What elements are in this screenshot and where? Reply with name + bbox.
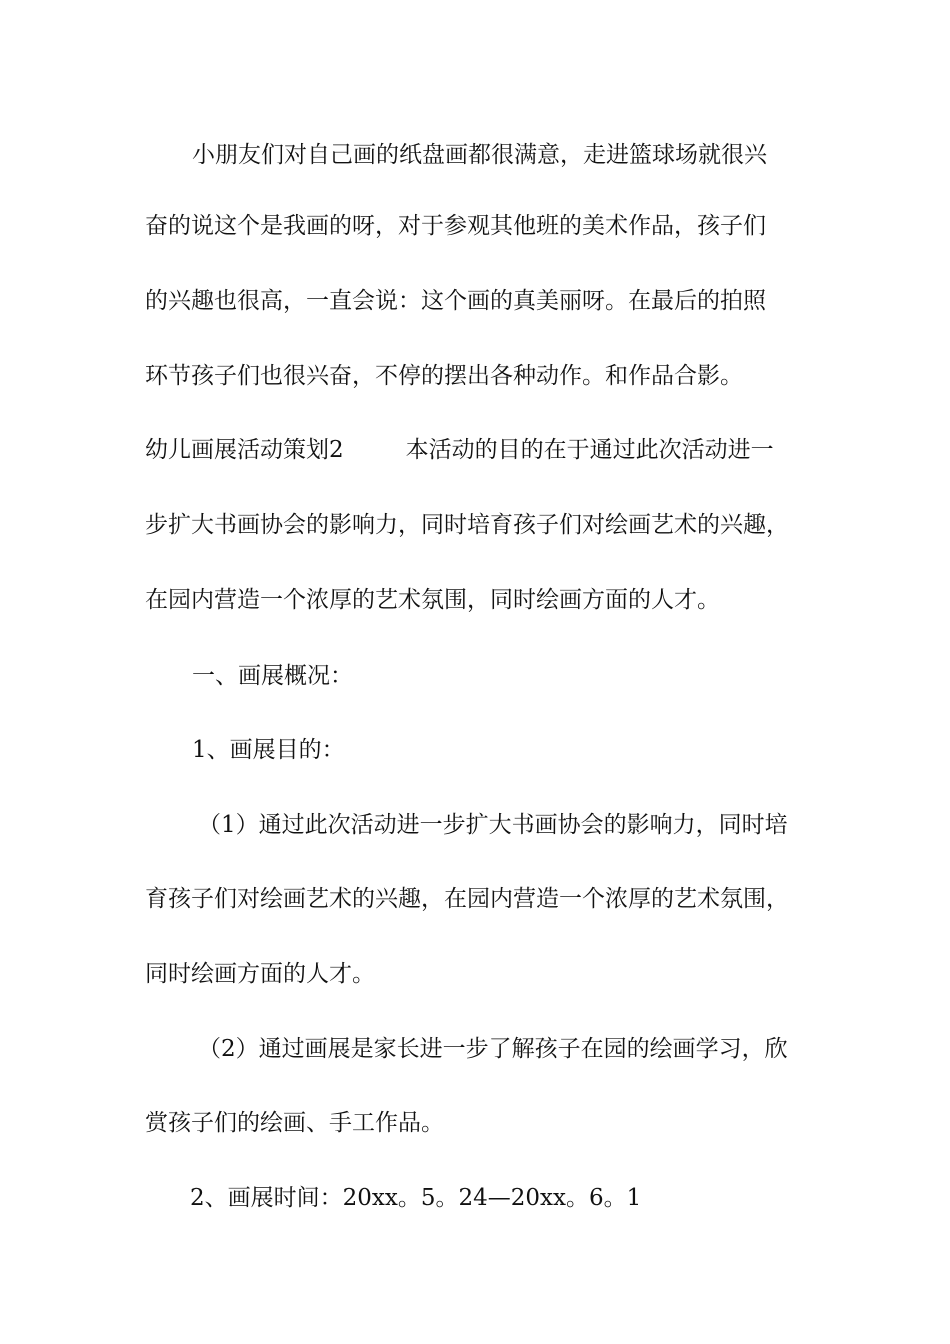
heading-overview: 一、画展概况： — [192, 663, 353, 689]
paragraph-line: （2）通过画展是家长进一步了解孩子在园的绘画学习，欣 — [198, 1036, 788, 1062]
section-line — [145, 430, 825, 470]
section-title: 幼儿画展活动策划2 — [145, 437, 344, 463]
paragraph-line: 同时绘画方面的人才。 — [145, 961, 375, 987]
paragraph-line: 育孩子们对绘画艺术的兴趣，在园内营造一个浓厚的艺术氛围， — [145, 886, 789, 912]
heading-time: 2、画展时间：20xx。5。24—20xx。6。1 — [190, 1185, 642, 1211]
paragraph-line: 小朋友们对自己画的纸盘画都很满意，走进篮球场就很兴 — [192, 142, 767, 168]
heading-purpose: 1、画展目的： — [192, 737, 345, 763]
paragraph-text: 本活动的目的在于通过此次活动进一 — [405, 437, 774, 463]
paragraph-line: 环节孩子们也很兴奋，不停的摆出各种动作。和作品合影。 — [145, 363, 743, 389]
paragraph-line: （1）通过此次活动进一步扩大书画协会的影响力，同时培 — [198, 812, 788, 838]
paragraph-line: 步扩大书画协会的影响力，同时培育孩子们对绘画艺术的兴趣， — [145, 512, 789, 538]
paragraph-line: 赏孩子们的绘画、手工作品。 — [145, 1110, 444, 1136]
paragraph-line: 在园内营造一个浓厚的艺术氛围，同时绘画方面的人才。 — [145, 587, 720, 613]
paragraph-line: 的兴趣也很高，一直会说：这个画的真美丽呀。在最后的拍照 — [145, 288, 766, 314]
paragraph-line: 奋的说这个是我画的呀，对于参观其他班的美术作品，孩子们 — [145, 213, 766, 239]
